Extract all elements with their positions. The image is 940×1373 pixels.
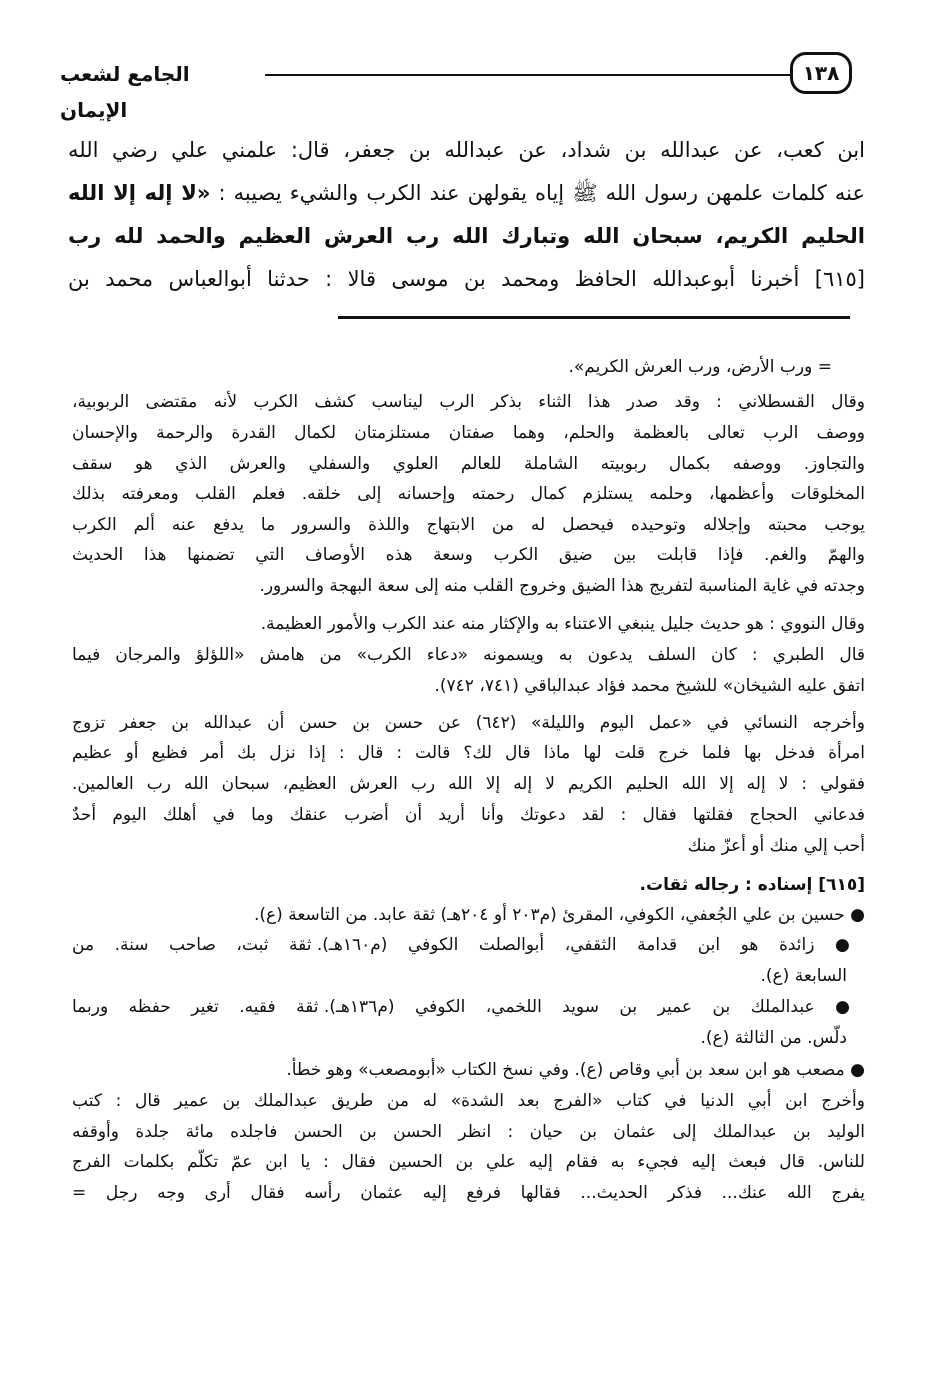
footnote-line: ووصف الرب تعالى بالعظمة والحلم، وهما صفتان مستلزمتان لكمال القدرة والرحمة والإحسان — [72, 423, 865, 443]
footnote-line: يوجب محبته وإجلاله وتوحيده فيحصل له من الابتهاج واللذة والسرور ما يدفع عنه ألم الكرب — [72, 515, 865, 535]
footnote-line: أحب إلي منك أو أعزّ منك — [687, 836, 865, 856]
footnote-line: الوليد بن عبدالملك إلى عثمان بن حيان : انظر الحسن بن الحسن فاجلده مائة جلدة وأوقفه — [72, 1122, 865, 1142]
narrator-item: ● زائدة هو ابن قدامة الثقفي، أبوالصلت الكوفي (م١٦٠هـ). ثقة ثبت، صاحب سنة. من — [72, 935, 865, 955]
main-line — [68, 173, 865, 213]
footnote-line: = ورب الأرض، ورب العرش الكريم». — [568, 357, 832, 377]
narrator-item: ● مصعب هو ابن سعد بن أبي وقاص (ع). وفي نسخ الكتاب «أبومصعب» وهو خطأ. — [286, 1060, 865, 1080]
footnote-line: وأخرجه النسائي في «عمل اليوم والليلة» (٦٤٢) عن حسن بن حسن أن عبدالله بن جعفر تزوج — [72, 713, 865, 733]
hadith-quote-line: الحليم الكريم، سبحان الله وتبارك الله رب العرش العظيم والحمد لله رب — [68, 224, 865, 248]
footnote-line: وجدته في غاية المناسبة لتفريج هذا الضيق وخروج القلب منه إلى سعة البهجة والسرور. — [259, 576, 865, 596]
header-rule — [265, 74, 790, 76]
narrator-item-cont: السابعة (ع). — [760, 966, 847, 986]
narrator-item-cont: دلّس. من الثالثة (ع). — [700, 1028, 847, 1048]
footnote-line: للناس. قال فبعث إليه فجيء به فقام إليه علي بن الحسين فقال : يا ابن عمّ تكلّم بكلمات الفرج — [72, 1152, 865, 1172]
running-title: الجامع لشعب الإيمان — [60, 62, 190, 122]
main-line: [٦١٥] أخبرنا أبوعبدالله الحافظ ومحمد بن موسى قالا : حدثنا أبوالعباس محمد بن — [68, 267, 865, 291]
page-number: ١٣٨ — [790, 52, 852, 94]
footnote-line: فدعاني الحجاج فقلتها فقال : لقد دعوتك وأنا أريد أن أضرب عنقك وما في أهلك اليوم أحدٌ — [72, 805, 865, 825]
hadith-quote: «لا إله إلا الله — [68, 181, 211, 205]
narrator-item: ● عبدالملك بن عمير بن سويد اللخمي، الكوفي (م١٣٦هـ). ثقة فقيه. تغير حفظه وربما — [72, 997, 865, 1017]
main-line: ابن كعب، عن عبدالله بن شداد، عن عبدالله بن جعفر، قال: علمني علي رضي الله — [68, 138, 865, 162]
footnote-separator — [338, 316, 850, 319]
footnote-line: يفرج الله عنك... فذكر الحديث... فقالها فرفع إليه عثمان رأسه فقال أرى وجه رجل = — [72, 1183, 865, 1203]
footnote-line: والتجاوز. ووصفه بكمال ربوبيته الشاملة للعالم العلوي والسفلي والعرش الذي هو سقف — [72, 454, 865, 474]
footnote-line: والهمّ والغم. فإذا قابلت بين ضيق الكرب وسعة هذه الأوصاف التي تضمنها هذا الحديث — [72, 545, 865, 565]
footnote-line: وقال القسطلاني : وقد صدر هذا الثناء بذكر الرب ليناسب كشف الكرب لأنه مقتضى الربوبية، — [72, 392, 865, 412]
footnote-line: المخلوقات وأعظمها، وحلمه يستلزم كمال رحمته وإحسانه إلى خلقه. فعلم القلب ومعرفته بذلك — [72, 484, 865, 504]
footnote-line: وقال النووي : هو حديث جليل ينبغي الاعتناء به والإكثار منه عند الكرب والأمور العظيمة. — [260, 614, 865, 634]
footnote-line: امرأة فدخل بها فلما خرج قلت لها ماذا قال لك؟ قالت : قال : إذا نزل بك أمر فظيع أو عظيم — [72, 743, 865, 763]
footnote-line: قال الطبري : كان السلف يدعون به ويسمونه «دعاء الكرب» من هامش «اللؤلؤ والمرجان فيما — [72, 645, 865, 665]
footnote-line: فقولي : لا إله إلا الله الحليم الكريم لا إله إلا الله رب العرش العظيم، سبحان الله رب العالمين. — [72, 774, 865, 794]
narrator-item: ● حسين بن علي الجُعفي، الكوفي، المقرئ (م٢٠٣ أو ٢٠٤هـ) ثقة عابد. من التاسعة (ع). — [253, 905, 865, 925]
footnote-line: اتفق عليه الشيخان» للشيخ محمد فؤاد عبدالباقي (٧٤١، ٧٤٢). — [434, 676, 865, 696]
footnote-line: وأخرج ابن أبي الدنيا في كتاب «الفرج بعد الشدة» له من طريق عبدالملك بن عمير قال : كتب — [72, 1091, 865, 1111]
main-text: عنه كلمات علمهن رسول الله ﷺ إياه يقولهن عند الكرب والشيء يصيبه : — [210, 181, 865, 205]
isnad-heading: [٦١٥] إسناده : رجاله ثقات. — [639, 875, 865, 895]
